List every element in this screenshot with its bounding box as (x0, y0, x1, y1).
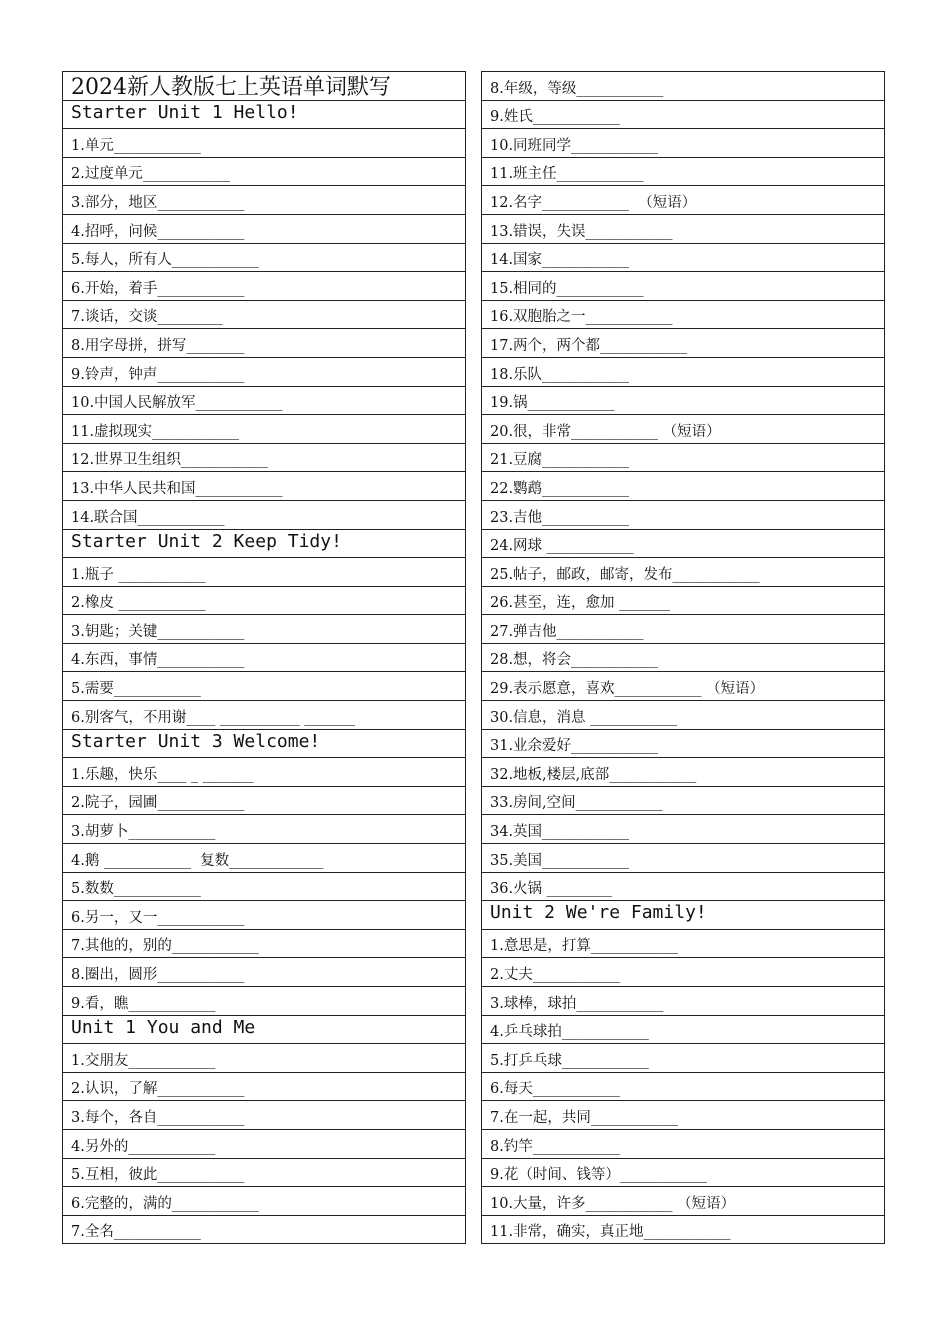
vocab-prompt: 7.谈话，交谈_________ (71, 309, 223, 326)
vocab-row (63, 358, 465, 387)
vocab-row (63, 1187, 465, 1216)
unit-heading-text: Starter Unit 2 Keep Tidy! (71, 530, 342, 552)
vocab-prompt: 5.互相，彼此____________ (71, 1167, 245, 1184)
vocab-row (482, 329, 884, 358)
vocab-row (482, 672, 884, 701)
unit-heading-text: Unit 2 We're Family! (490, 902, 707, 924)
vocab-prompt: 22.鹦鹉____________ (490, 480, 630, 497)
vocab-row (63, 501, 465, 530)
vocab-row (63, 558, 465, 587)
vocab-row (63, 272, 465, 301)
vocab-row (482, 1159, 884, 1188)
vocab-prompt: 8.年级，等级____________ (490, 80, 664, 97)
vocab-prompt: 31.业余爱好____________ (490, 738, 659, 755)
vocab-row (482, 530, 884, 559)
vocab-prompt: 2.认识，了解____________ (71, 1081, 245, 1098)
vocab-prompt: 6.开始，着手____________ (71, 280, 245, 297)
vocab-prompt: 1.单元____________ (71, 137, 201, 154)
vocab-prompt: 2.过度单元____________ (71, 166, 230, 183)
vocab-row (63, 787, 465, 816)
vocab-prompt: 2.丈夫____________ (490, 967, 620, 983)
vocab-prompt: 30.信息，消息 ____________ (490, 709, 678, 726)
vocab-prompt: 8.钓竿____________ (490, 1138, 620, 1155)
vocab-prompt: 18.乐队____________ (490, 366, 630, 383)
vocab-prompt: 12.名字____________ （短语） (490, 194, 697, 211)
vocab-prompt: 7.在一起，共同____________ (490, 1109, 678, 1126)
left-column (62, 71, 466, 1244)
vocab-row (63, 158, 465, 187)
vocab-prompt: 21.豆腐____________ (490, 452, 630, 469)
vocab-prompt: 1.乐趣，快乐____ _ _______ (71, 766, 254, 783)
vocab-row (482, 987, 884, 1016)
vocab-prompt: 17.两个，两个都____________ (490, 337, 688, 354)
vocab-row (482, 501, 884, 530)
vocab-row (482, 1187, 884, 1216)
vocab-row (482, 272, 884, 301)
vocab-prompt: 34.英国____________ (490, 824, 630, 841)
vocab-prompt: 6.另一，又一____________ (71, 909, 245, 926)
vocab-row (482, 444, 884, 473)
vocab-prompt: 3.钥匙；关键____________ (71, 623, 245, 640)
vocab-row (482, 244, 884, 273)
vocab-row (482, 873, 884, 902)
vocab-prompt: 8.圈出，圆形____________ (71, 967, 245, 983)
vocab-prompt: 7.全名____________ (71, 1224, 201, 1241)
unit-heading-text: Starter Unit 1 Hello! (71, 101, 299, 123)
vocab-row (63, 301, 465, 330)
vocab-row (63, 415, 465, 444)
vocab-prompt: 1.交朋友____________ (71, 1052, 216, 1069)
page-title: 2024新人教版七上英语单词默写 (63, 72, 465, 101)
vocab-prompt: 6.别客气，不用谢____ ___________ _______ (71, 709, 356, 726)
vocab-row (482, 615, 884, 644)
vocab-prompt: 13.错误，失误____________ (490, 223, 673, 240)
vocab-prompt: 6.每天____________ (490, 1081, 620, 1098)
vocab-row (482, 558, 884, 587)
vocab-prompt: 4.乒乓球拍____________ (490, 1024, 649, 1041)
vocab-row (482, 730, 884, 759)
vocab-row (63, 1130, 465, 1159)
vocab-row (63, 244, 465, 273)
vocab-row (63, 1101, 465, 1130)
vocab-row (63, 672, 465, 701)
vocab-prompt: 26.甚至，连，愈加 _______ (490, 595, 670, 612)
vocab-row (63, 1044, 465, 1073)
vocab-prompt: 9.看，瞧____________ (71, 995, 216, 1012)
vocab-row (63, 387, 465, 416)
vocab-prompt: 11.虚拟现实____________ (71, 423, 240, 440)
vocab-row (63, 215, 465, 244)
vocab-prompt: 25.帖子，邮政，邮寄，发布____________ (490, 566, 760, 583)
vocab-row (482, 358, 884, 387)
vocab-row (482, 186, 884, 215)
vocab-row (482, 301, 884, 330)
vocab-prompt: 1.意思是，打算____________ (490, 938, 678, 955)
vocab-row (63, 873, 465, 902)
vocab-row (482, 1044, 884, 1073)
vocab-prompt: 4.另外的____________ (71, 1138, 216, 1155)
unit-heading (63, 101, 465, 130)
vocab-row (482, 958, 884, 987)
vocab-row (482, 387, 884, 416)
vocab-prompt: 3.部分，地区____________ (71, 194, 245, 211)
vocab-prompt: 28.想，将会____________ (490, 652, 659, 669)
vocab-row (482, 644, 884, 673)
vocab-prompt: 13.中华人民共和国____________ (71, 480, 283, 497)
vocab-row (63, 930, 465, 959)
vocab-row (482, 72, 884, 101)
vocab-row (63, 644, 465, 673)
right-column (481, 71, 885, 1244)
vocab-row (63, 587, 465, 616)
vocab-prompt: 19.锅____________ (490, 395, 615, 412)
unit-heading (63, 1016, 465, 1045)
vocab-row (63, 1159, 465, 1188)
vocab-row (63, 844, 465, 873)
vocab-prompt: 23.吉他____________ (490, 509, 630, 526)
vocab-prompt: 2.院子，园圃____________ (71, 795, 245, 812)
vocab-prompt: 2.橡皮 ____________ (71, 595, 206, 612)
vocab-prompt: 32.地板,楼层,底部____________ (490, 766, 697, 783)
vocab-row (63, 1216, 465, 1245)
vocab-prompt: 6.完整的，满的____________ (71, 1195, 259, 1212)
vocab-prompt: 3.每个，各自____________ (71, 1109, 245, 1126)
vocab-row (63, 958, 465, 987)
vocab-prompt: 5.数数____________ (71, 881, 201, 898)
vocab-prompt: 9.姓氏____________ (490, 109, 620, 126)
vocab-prompt: 8.用字母拼，拼写________ (71, 337, 245, 354)
unit-heading (63, 530, 465, 559)
vocab-row (63, 329, 465, 358)
vocab-prompt: 20.很，非常____________ （短语） (490, 423, 721, 440)
vocab-row (63, 987, 465, 1016)
vocab-row (482, 1073, 884, 1102)
unit-heading-text: Starter Unit 3 Welcome! (71, 730, 321, 752)
vocab-row (482, 844, 884, 873)
vocab-row (63, 1073, 465, 1102)
vocab-prompt: 4.鹅 ____________ 复数_____________ (71, 852, 324, 869)
vocab-prompt: 1.瓶子 ____________ (71, 566, 206, 583)
vocab-row (63, 444, 465, 473)
vocab-prompt: 7.其他的，别的____________ (71, 938, 259, 955)
vocab-row (63, 701, 465, 730)
vocab-prompt: 33.房间,空间____________ (490, 795, 663, 812)
vocab-row (482, 1016, 884, 1045)
vocab-prompt: 3.球棒，球拍____________ (490, 995, 664, 1012)
vocab-row (63, 615, 465, 644)
vocab-prompt: 4.东西，事情____________ (71, 652, 245, 669)
vocab-prompt: 36.火锅 _________ (490, 881, 612, 898)
vocab-row (482, 1130, 884, 1159)
vocab-prompt: 10.中国人民解放军____________ (71, 395, 283, 412)
vocab-prompt: 9.铃声，钟声____________ (71, 366, 245, 383)
unit-heading (63, 730, 465, 759)
vocab-row (482, 472, 884, 501)
vocab-row (482, 215, 884, 244)
vocab-prompt: 11.班主任____________ (490, 166, 644, 183)
vocab-row (482, 787, 884, 816)
vocab-row (482, 101, 884, 130)
vocab-prompt: 10.大量，许多____________ （短语） (490, 1195, 736, 1212)
vocab-row (482, 815, 884, 844)
vocab-prompt: 9.花（时间、钱等）____________ (490, 1167, 707, 1184)
vocab-row (63, 901, 465, 930)
vocab-prompt: 15.相同的____________ (490, 280, 644, 297)
vocab-row (482, 758, 884, 787)
vocab-prompt: 16.双胞胎之一____________ (490, 309, 673, 326)
vocab-prompt: 24.网球 ____________ (490, 538, 634, 555)
vocab-row (482, 930, 884, 959)
vocab-prompt: 11.非常，确实，真正地____________ (490, 1224, 731, 1241)
vocab-row (482, 129, 884, 158)
unit-heading (482, 901, 884, 930)
unit-heading-text: Unit 1 You and Me (71, 1016, 256, 1038)
vocab-row (63, 815, 465, 844)
vocab-row (482, 1216, 884, 1245)
vocab-row (63, 186, 465, 215)
vocab-prompt: 27.弹吉他____________ (490, 623, 644, 640)
vocab-prompt: 5.打乒乓球____________ (490, 1052, 649, 1069)
vocab-row (63, 472, 465, 501)
vocab-prompt: 5.每人，所有人____________ (71, 252, 259, 269)
vocab-prompt: 10.同班同学____________ (490, 137, 659, 154)
vocab-prompt: 29.表示愿意，喜欢____________ （短语） (490, 681, 765, 698)
vocab-row (482, 158, 884, 187)
vocab-prompt: 3.胡萝卜____________ (71, 824, 216, 841)
vocab-row (482, 587, 884, 616)
vocab-row (482, 701, 884, 730)
vocab-row (482, 415, 884, 444)
vocab-prompt: 12.世界卫生组织____________ (71, 452, 269, 469)
vocab-prompt: 5.需要____________ (71, 681, 201, 698)
vocab-row (63, 129, 465, 158)
vocab-prompt: 14.联合国____________ (71, 509, 225, 526)
vocab-row (63, 758, 465, 787)
vocab-prompt: 4.招呼，问候____________ (71, 223, 245, 240)
vocab-prompt: 35.美国____________ (490, 852, 630, 869)
vocab-row (482, 1101, 884, 1130)
vocab-prompt: 14.国家____________ (490, 252, 630, 269)
